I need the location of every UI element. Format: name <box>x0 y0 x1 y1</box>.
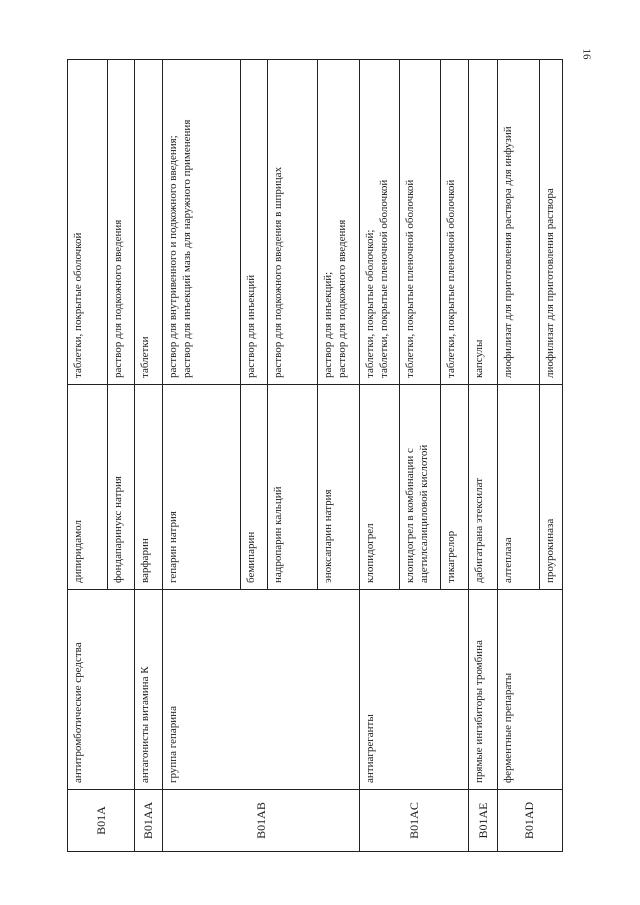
dosage-form-cell <box>68 60 108 385</box>
dosage-form-line: раствор для подкожного введения <box>335 219 348 378</box>
substance-cell: клопидогрел <box>360 385 400 590</box>
atc-code-cell: B01A <box>68 790 135 852</box>
substance-cell: бемипарин <box>241 385 268 590</box>
substance-cell: дабигатрана этексилат <box>469 385 498 590</box>
dosage-form-cell <box>360 60 400 385</box>
dosage-form-cell <box>241 60 268 385</box>
group-name-cell: группа гепарина <box>163 590 360 790</box>
dosage-form-cell <box>400 60 441 385</box>
group-name-cell: антагонисты витамина К <box>135 590 163 790</box>
dosage-form-cell <box>135 60 163 385</box>
substance-cell: дипиридамол <box>68 385 108 590</box>
substance-cell: проурокиназа <box>540 385 563 590</box>
substance-cell: надропарин кальций <box>268 385 318 590</box>
dosage-form-line: капсулы <box>473 339 485 378</box>
drug-table <box>67 59 563 852</box>
dosage-form-line: раствор для инъекций мазь для наружного применения <box>180 119 193 378</box>
group-name-cell: антиагреганты <box>360 590 469 790</box>
dosage-form-cell <box>469 60 498 385</box>
dosage-form-line: раствор для внутривенного и подкожного введения; <box>167 135 179 378</box>
table-row <box>498 60 540 852</box>
dosage-form-line: раствор для инъекций; <box>322 271 334 378</box>
table-row <box>360 60 400 852</box>
dosage-form-cell <box>498 60 540 385</box>
group-name-cell: ферментные препараты <box>498 590 563 790</box>
group-name-cell: антитромботические средства <box>68 590 135 790</box>
page-number: 16 <box>580 48 593 60</box>
dosage-form-line: лиофилизат для приготовления раствора для инфузий <box>502 126 514 378</box>
table-row <box>68 60 108 852</box>
dosage-form-line: раствор для инъекций <box>245 274 257 378</box>
table-container <box>67 60 557 852</box>
substance-cell: гепарин натрия <box>163 385 241 590</box>
dosage-form-line: таблетки, покрытые пленочной оболочкой <box>377 179 390 378</box>
dosage-form-cell <box>318 60 360 385</box>
substance-cell: тикагрелор <box>441 385 469 590</box>
dosage-form-line: раствор для подкожного введения в шприцах <box>272 166 284 378</box>
atc-code-cell: B01AA <box>135 790 163 852</box>
dosage-form-line: лиофилизат для приготовления раствора <box>544 188 556 378</box>
dosage-form-line: таблетки, покрытые оболочкой <box>72 232 84 378</box>
atc-code-cell: B01AC <box>360 790 469 852</box>
substance-cell: варфарин <box>135 385 163 590</box>
table-row <box>135 60 163 852</box>
dosage-form-line: таблетки, покрытые оболочкой; <box>364 229 376 378</box>
substance-cell: фондапаринукс натрия <box>108 385 135 590</box>
substance-cell: алтеплаза <box>498 385 540 590</box>
atc-code-cell: B01AB <box>163 790 360 852</box>
table-row <box>163 60 241 852</box>
dosage-form-line: таблетки, покрытые пленочной оболочкой <box>404 179 416 378</box>
table-row <box>469 60 498 852</box>
dosage-form-cell <box>540 60 563 385</box>
substance-cell: клопидогрел в комбинации с ацетилсалициловой кислотой <box>400 385 441 590</box>
dosage-form-cell <box>163 60 241 385</box>
atc-code-cell: B01AD <box>498 790 563 852</box>
dosage-form-cell <box>441 60 469 385</box>
dosage-form-line: таблетки <box>139 336 151 378</box>
dosage-form-cell <box>108 60 135 385</box>
dosage-form-line: таблетки, покрытые пленочной оболочкой <box>445 179 457 378</box>
dosage-form-cell <box>268 60 318 385</box>
atc-code-cell: B01AE <box>469 790 498 852</box>
dosage-form-line: раствор для подкожного введения <box>112 219 124 378</box>
group-name-cell: прямые ингибиторы тромбина <box>469 590 498 790</box>
substance-cell: эноксапарин натрия <box>318 385 360 590</box>
